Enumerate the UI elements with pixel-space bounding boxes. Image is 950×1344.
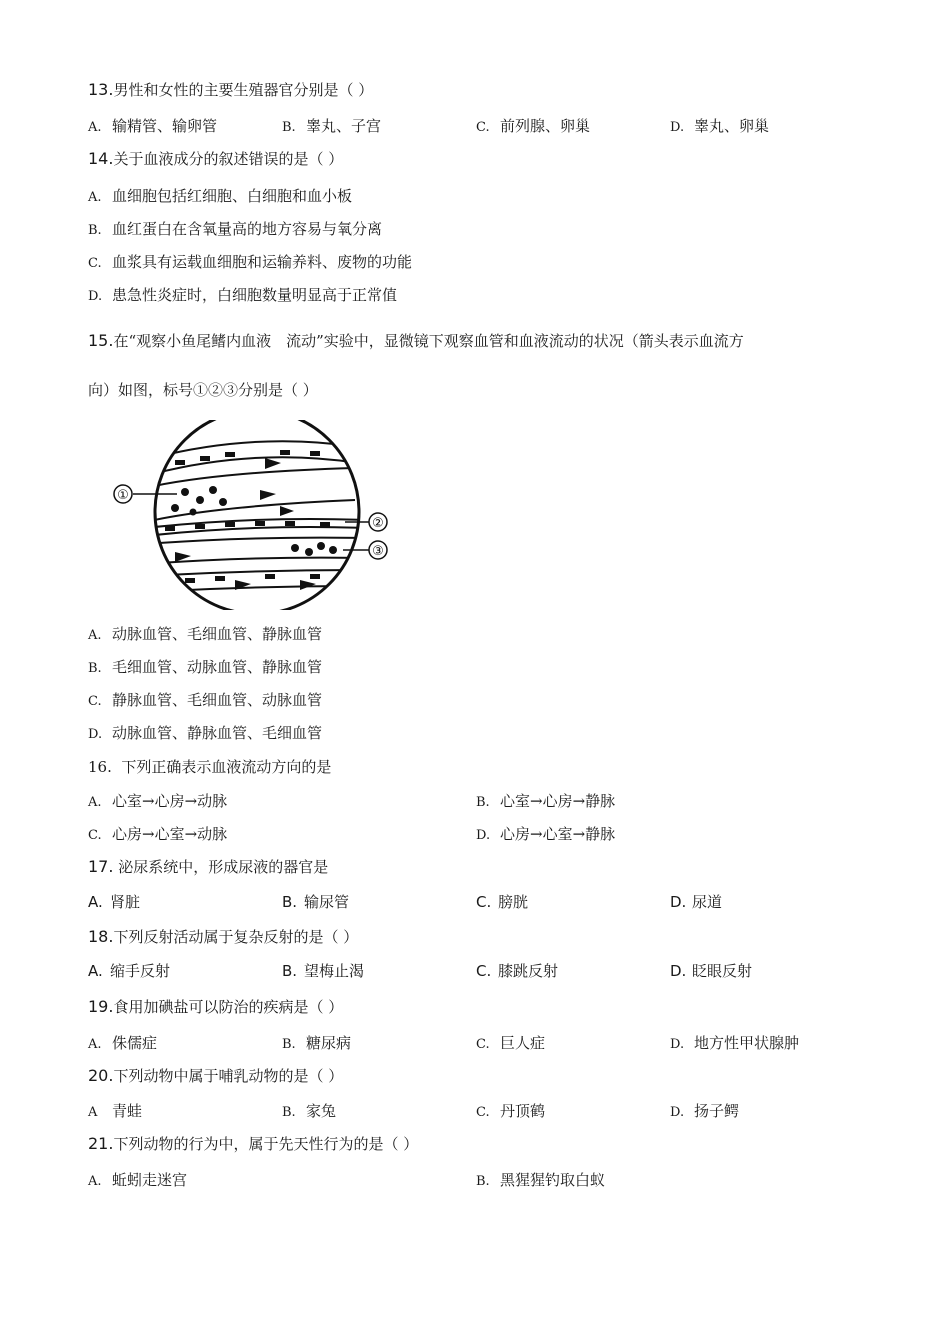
option-d: D. 动脉血管、静脉血管、毛细血管 <box>88 724 323 742</box>
question-number: 21. <box>88 1134 114 1153</box>
question-16-stem <box>88 757 331 777</box>
option-c: C. 丹顶鹤 <box>476 1102 546 1120</box>
option-c: C. 巨人症 <box>476 1034 546 1052</box>
question-number: 13. <box>88 80 114 99</box>
option-d: D. 地方性甲状腺肿 <box>670 1034 800 1052</box>
option-b: B. 家兔 <box>282 1102 337 1120</box>
option-c: C. 心房→心室→动脉 <box>88 825 228 843</box>
question-text: 下列动物中属于哺乳动物的是（ ） <box>113 1067 344 1085</box>
option-b: B. 黑猩猩钓取白蚁 <box>476 1171 606 1189</box>
option-b: B. 心室→心房→静脉 <box>476 792 616 810</box>
option-d: D. 心房→心室→静脉 <box>476 825 616 843</box>
option-b: B. 毛细血管、动脉血管、静脉血管 <box>88 658 323 676</box>
question-text: 男性和女性的主要生殖器官分别是（ ） <box>113 81 374 99</box>
option-c: C. 膝跳反射 <box>476 962 559 980</box>
question-18-stem <box>88 927 358 947</box>
question-text: 在“观察小鱼尾鳍内血液 流动”实验中，显微镜下观察血管和血液流动的状况（箭头表示血流方 <box>113 332 744 350</box>
question-15-stem-continued: 向）如图，标号①②③分别是（ ） <box>88 381 318 399</box>
option-a: A. 血细胞包括红细胞、白细胞和血小板 <box>88 187 353 205</box>
question-text: 下列动物的行为中，属于先天性行为的是（ ） <box>113 1135 419 1153</box>
question-number: 20. <box>88 1066 114 1085</box>
option-b: B. 望梅止渴 <box>282 962 365 980</box>
question-15-stem <box>88 331 744 351</box>
question-number: 15. <box>88 331 114 350</box>
question-number: 19. <box>88 997 114 1016</box>
option-a: A. 动脉血管、毛细血管、静脉血管 <box>88 625 323 643</box>
question-text: 泌尿系统中，形成尿液的器官是 <box>113 858 329 876</box>
question-text: 下列正确表示血液流动方向的是 <box>111 758 332 776</box>
option-d: D. 睾丸、卵巢 <box>670 117 770 135</box>
question-13-stem <box>88 80 373 100</box>
option-c: C. 前列腺、卵巢 <box>476 117 591 135</box>
label-2: ② <box>372 516 384 531</box>
blood-vessel-figure <box>105 420 405 610</box>
question-number: 18. <box>88 927 114 946</box>
option-c: C. 静脉血管、毛细血管、动脉血管 <box>88 691 323 709</box>
option-d: D. 患急性炎症时，白细胞数量明显高于正常值 <box>88 286 398 304</box>
option-b: B. 糖尿病 <box>282 1034 352 1052</box>
question-number: 17. <box>88 857 114 876</box>
option-b: B. 睾丸、子宫 <box>282 117 382 135</box>
option-d: D. 尿道 <box>670 893 723 911</box>
option-a: A. 心室→心房→动脉 <box>88 792 228 810</box>
microscope-view-diagram <box>105 420 405 610</box>
question-number: 14. <box>88 149 114 168</box>
option-b: B. 血红蛋白在含氧量高的地方容易与氧分离 <box>88 220 383 238</box>
question-17-stem <box>88 857 328 877</box>
option-b: B. 输尿管 <box>282 893 350 911</box>
option-a: A 青蛙 <box>88 1102 143 1120</box>
question-text: 下列反射活动属于复杂反射的是（ ） <box>113 928 359 946</box>
question-text: 食用加碘盐可以防治的疾病是（ ） <box>113 998 344 1016</box>
option-a: A. 缩手反射 <box>88 962 171 980</box>
question-19-stem <box>88 997 343 1017</box>
option-d: D. 扬子鳄 <box>670 1102 740 1120</box>
option-c: C. 膀胱 <box>476 893 529 911</box>
question-20-stem <box>88 1066 343 1086</box>
label-3: ③ <box>372 544 384 559</box>
question-text: 关于血液成分的叙述错误的是（ ） <box>113 150 344 168</box>
option-d: D. 眨眼反射 <box>670 962 753 980</box>
option-a: A. 侏儒症 <box>88 1034 158 1052</box>
option-c: C. 血浆具有运载血细胞和运输养料、废物的功能 <box>88 253 413 271</box>
option-a: A. 输精管、输卵管 <box>88 117 218 135</box>
question-21-stem <box>88 1134 418 1154</box>
question-14-stem <box>88 149 343 169</box>
question-number: 16. <box>88 758 112 776</box>
option-a: A. 肾脏 <box>88 893 141 911</box>
label-1: ① <box>117 488 129 503</box>
option-a: A. 蚯蚓走迷宫 <box>88 1171 188 1189</box>
